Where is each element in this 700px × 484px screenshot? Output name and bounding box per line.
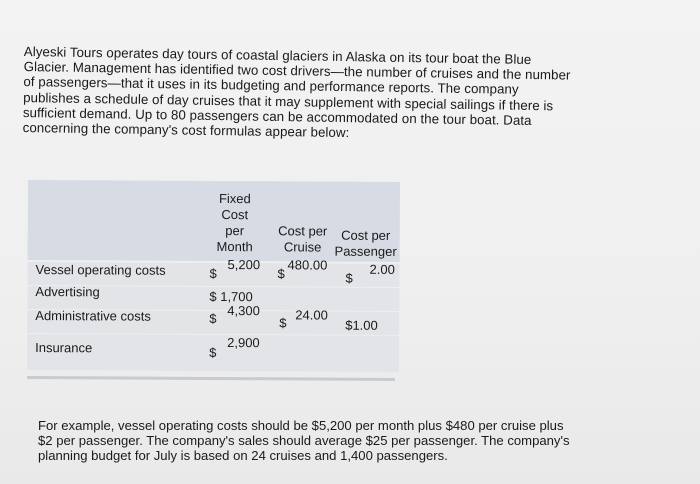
cruise-dollar-sign: $ — [279, 315, 287, 331]
header-cruise-line: Cost per — [278, 223, 328, 239]
insurance-fixed-cost: 2,900 — [227, 335, 260, 351]
header-passenger-line: Cost per — [341, 227, 391, 243]
header-cruise-line: Cruise — [283, 239, 322, 255]
administrative-cost-per-passenger: $1.00 — [345, 317, 378, 333]
fixed-dollar-sign: $ — [209, 344, 217, 360]
table-bottom-rule — [27, 376, 395, 381]
header-fixed-line: Cost — [221, 207, 249, 223]
administrative-cost-per-cruise: 24.00 — [295, 307, 328, 323]
passenger-dollar-sign: $ — [345, 270, 353, 286]
row-label-advertising: Advertising — [35, 284, 100, 300]
intro-paragraph: Alyeski Tours operates day tours of coastal glaciers in Alaska on its tour boat the Blue Glacier. Management has identified two cost drivers—the number of cruises and the number of passengers—that it uses in its budgeting and performance reports. The company publishes a schedule of day cruises that it may supplement with special sailings if there is sufficient demand. Up to 80 passengers can be accommodated on the tour boat. Data concerning the company's cost formulas appear below: — [22, 44, 571, 141]
cost-formula-table — [27, 180, 400, 382]
fixed-dollar-sign: $ — [209, 265, 217, 281]
header-fixed-cost — [210, 191, 260, 255]
row-label-vessel: Vessel operating costs — [35, 262, 166, 278]
header-fixed-line: per — [225, 223, 245, 239]
header-cost-per-passenger — [330, 228, 402, 260]
example-paragraph: For example, vessel operating costs should be $5,200 per month plus $480 per cruise plus $2 per passenger. The company's sales should average $25 per passenger. The company's planning budget for July is based on 24 cruises and 1,400 passengers. — [38, 418, 570, 464]
administrative-fixed-cost: 4,300 — [227, 303, 260, 319]
vessel-fixed-cost: 5,200 — [227, 257, 261, 273]
vessel-cost-per-cruise: 480.00 — [287, 257, 328, 273]
cruise-dollar-sign: $ — [277, 266, 285, 282]
fixed-dollar-sign: $ — [209, 310, 217, 326]
advertising-fixed-cost: $ 1,700 — [209, 288, 253, 305]
vessel-cost-per-passenger: 2.00 — [369, 261, 395, 277]
header-cost-per-cruise — [268, 223, 338, 255]
header-passenger-line: Passenger — [334, 243, 397, 259]
header-fixed-line: Fixed — [218, 191, 251, 207]
row-label-administrative: Administrative costs — [35, 308, 151, 324]
header-fixed-line: Month — [216, 238, 253, 255]
row-label-insurance: Insurance — [35, 340, 93, 356]
